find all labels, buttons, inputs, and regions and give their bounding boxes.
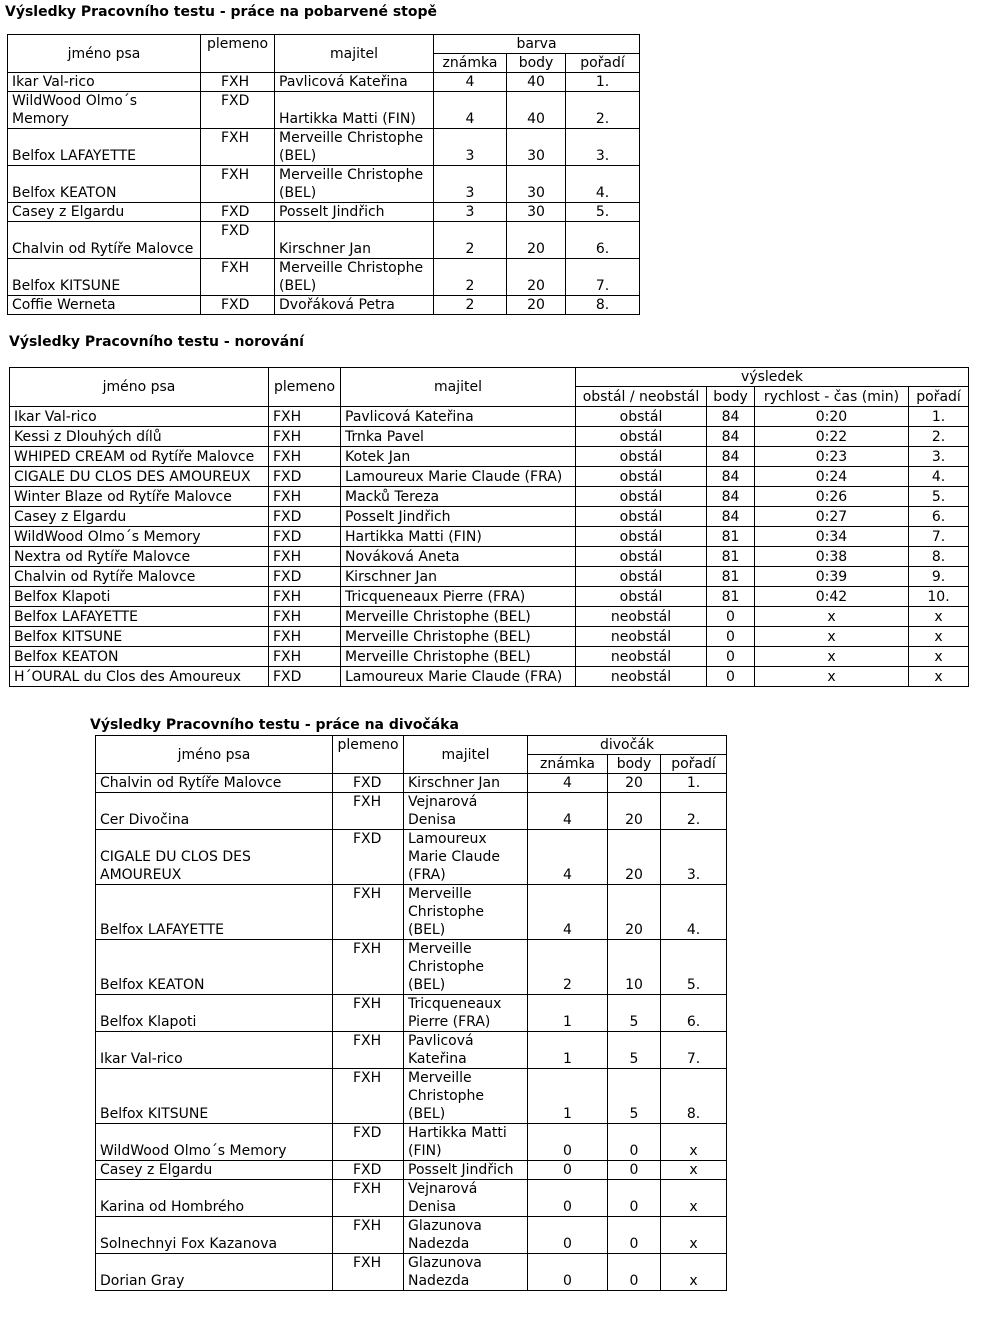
cell-breed: FXD — [269, 567, 341, 587]
cell-breed: FXH — [333, 940, 404, 995]
table-row — [96, 1069, 727, 1124]
cell-owner: Trnka Pavel — [341, 427, 576, 447]
cell-passed: obstál — [576, 447, 707, 467]
cell-grade: 2 — [434, 222, 507, 259]
cell-name: Casey z Elgardu — [96, 1161, 333, 1180]
cell-points: 0 — [707, 607, 755, 627]
cell-owner: Nováková Aneta — [341, 547, 576, 567]
cell-rank: 3. — [909, 447, 969, 467]
cell-rank: x — [909, 627, 969, 647]
header-rank: pořadí — [566, 54, 640, 73]
cell-name: Chalvin od Rytíře Malovce — [8, 222, 201, 259]
header-grade: známka — [528, 755, 608, 774]
cell-rank: 4. — [909, 467, 969, 487]
cell-grade: 4 — [434, 73, 507, 92]
table-row — [8, 296, 640, 315]
table-row — [96, 1032, 727, 1069]
cell-points: 30 — [507, 166, 566, 203]
cell-name: Belfox LAFAYETTE — [96, 885, 333, 940]
cell-rank: 7. — [661, 1032, 727, 1069]
cell-points: 0 — [608, 1161, 661, 1180]
cell-owner: Kirschner Jan — [341, 567, 576, 587]
cell-points: 20 — [608, 774, 661, 793]
cell-breed: FXH — [201, 73, 275, 92]
cell-owner: Merveille Christophe (BEL) — [404, 885, 528, 940]
cell-speed: x — [755, 647, 909, 667]
header-owner: majitel — [341, 368, 576, 407]
cell-points: 81 — [707, 567, 755, 587]
cell-speed: 0:42 — [755, 587, 909, 607]
table-row — [10, 547, 969, 567]
cell-name: WildWood Olmo´s Memory — [96, 1124, 333, 1161]
header-rank: pořadí — [909, 387, 969, 407]
table-row — [8, 259, 640, 296]
cell-rank: 5. — [566, 203, 640, 222]
cell-breed: FXH — [201, 259, 275, 296]
header-group: divočák — [528, 736, 727, 755]
cell-breed: FXH — [269, 407, 341, 427]
cell-name: Kessi z Dlouhých dílů — [10, 427, 269, 447]
cell-rank: 8. — [909, 547, 969, 567]
header-name: jméno psa — [96, 736, 333, 774]
cell-points: 0 — [707, 667, 755, 687]
header-breed: plemeno — [201, 35, 275, 73]
cell-points: 20 — [507, 259, 566, 296]
header-points: body — [608, 755, 661, 774]
cell-breed: FXH — [333, 1254, 404, 1291]
cell-owner: Pavlicová Kateřina — [275, 73, 434, 92]
cell-breed: FXH — [269, 627, 341, 647]
cell-rank: 7. — [566, 259, 640, 296]
section-title-divocak: Výsledky Pracovního testu - práce na divočáka — [90, 717, 459, 733]
cell-owner: Merveille Christophe (BEL) — [341, 647, 576, 667]
cell-rank: 2. — [909, 427, 969, 447]
cell-name: Belfox KITSUNE — [10, 627, 269, 647]
cell-name: Winter Blaze od Rytíře Malovce — [10, 487, 269, 507]
cell-grade: 4 — [528, 774, 608, 793]
cell-name: Chalvin od Rytíře Malovce — [96, 774, 333, 793]
cell-name: Nextra od Rytíře Malovce — [10, 547, 269, 567]
cell-rank: x — [661, 1161, 727, 1180]
cell-points: 20 — [507, 296, 566, 315]
cell-passed: neobstál — [576, 667, 707, 687]
header-breed: plemeno — [269, 368, 341, 407]
cell-passed: obstál — [576, 487, 707, 507]
cell-breed: FXD — [201, 222, 275, 259]
cell-breed: FXD — [333, 1124, 404, 1161]
cell-breed: FXD — [201, 296, 275, 315]
cell-breed: FXH — [269, 607, 341, 627]
cell-owner: Merveille Christophe (BEL) — [404, 940, 528, 995]
cell-speed: 0:24 — [755, 467, 909, 487]
cell-owner: Posselt Jindřich — [404, 1161, 528, 1180]
cell-rank: 1. — [661, 774, 727, 793]
cell-points: 0 — [608, 1217, 661, 1254]
cell-rank: x — [661, 1217, 727, 1254]
cell-name: Ikar Val-rico — [96, 1032, 333, 1069]
section-title-stopa: Výsledky Pracovního testu - práce na pobarvené stopě — [5, 4, 437, 20]
cell-passed: obstál — [576, 527, 707, 547]
cell-points: 20 — [608, 830, 661, 885]
table-row — [96, 774, 727, 793]
cell-breed: FXH — [269, 587, 341, 607]
cell-passed: neobstál — [576, 607, 707, 627]
cell-rank: 6. — [661, 995, 727, 1032]
cell-owner: Lamoureux Marie Claude (FRA) — [404, 830, 528, 885]
cell-breed: FXH — [333, 1069, 404, 1124]
cell-grade: 2 — [434, 259, 507, 296]
cell-rank: 4. — [661, 885, 727, 940]
section-title-norovani: Výsledky Pracovního testu - norování — [9, 334, 304, 350]
cell-name: Karina od Hombrého — [96, 1180, 333, 1217]
cell-passed: neobstál — [576, 627, 707, 647]
cell-grade: 2 — [528, 940, 608, 995]
cell-grade: 4 — [528, 793, 608, 830]
cell-owner: Hartikka Matti (FIN) — [275, 92, 434, 129]
cell-name: Belfox KITSUNE — [96, 1069, 333, 1124]
cell-owner: Posselt Jindřich — [341, 507, 576, 527]
cell-passed: obstál — [576, 407, 707, 427]
cell-breed: FXH — [333, 793, 404, 830]
cell-rank: 1. — [566, 73, 640, 92]
cell-rank: 5. — [909, 487, 969, 507]
cell-points: 84 — [707, 467, 755, 487]
cell-breed: FXH — [333, 995, 404, 1032]
cell-rank: 3. — [661, 830, 727, 885]
cell-owner: Merveille Christophe (BEL) — [341, 627, 576, 647]
cell-speed: x — [755, 627, 909, 647]
header-group: výsledek — [576, 368, 969, 387]
cell-owner: Glazunova Nadezda — [404, 1217, 528, 1254]
header-speed: rychlost - čas (min) — [755, 387, 909, 407]
cell-name: Ikar Val-rico — [8, 73, 201, 92]
header-rank: pořadí — [661, 755, 727, 774]
cell-points: 84 — [707, 427, 755, 447]
table-row — [10, 667, 969, 687]
cell-name: Dorian Gray — [96, 1254, 333, 1291]
table-row — [96, 1180, 727, 1217]
cell-rank: 4. — [566, 166, 640, 203]
cell-owner: Merveille Christophe (BEL) — [275, 259, 434, 296]
table-body — [96, 774, 727, 1291]
cell-name: Belfox LAFAYETTE — [10, 607, 269, 627]
cell-grade: 1 — [528, 1032, 608, 1069]
cell-owner: Kirschner Jan — [404, 774, 528, 793]
cell-speed: 0:27 — [755, 507, 909, 527]
cell-breed: FXH — [201, 129, 275, 166]
table-row — [8, 222, 640, 259]
cell-grade: 0 — [528, 1254, 608, 1291]
cell-points: 40 — [507, 92, 566, 129]
cell-grade: 4 — [528, 830, 608, 885]
header-name: jméno psa — [10, 368, 269, 407]
cell-passed: obstál — [576, 507, 707, 527]
table-row — [10, 587, 969, 607]
cell-points: 0 — [608, 1254, 661, 1291]
table-row — [96, 1161, 727, 1180]
cell-passed: neobstál — [576, 647, 707, 667]
table-row — [96, 830, 727, 885]
cell-rank: x — [661, 1254, 727, 1291]
cell-owner: Merveille Christophe (BEL) — [341, 607, 576, 627]
cell-rank: x — [909, 607, 969, 627]
cell-name: WildWood Olmo´s Memory — [10, 527, 269, 547]
cell-breed: FXH — [269, 447, 341, 467]
cell-owner: Merveille Christophe (BEL) — [275, 129, 434, 166]
cell-breed: FXH — [269, 427, 341, 447]
cell-speed: 0:26 — [755, 487, 909, 507]
cell-points: 0 — [608, 1124, 661, 1161]
cell-breed: FXD — [333, 774, 404, 793]
table-row — [8, 129, 640, 166]
cell-name: Belfox Klapoti — [96, 995, 333, 1032]
cell-grade: 0 — [528, 1124, 608, 1161]
header-owner: majitel — [404, 736, 528, 774]
cell-breed: FXD — [269, 527, 341, 547]
table-row — [96, 793, 727, 830]
cell-breed: FXH — [333, 1217, 404, 1254]
table-row — [96, 1217, 727, 1254]
table-body — [10, 407, 969, 687]
table-row — [10, 647, 969, 667]
cell-grade: 3 — [434, 166, 507, 203]
cell-rank: 9. — [909, 567, 969, 587]
table-row — [10, 567, 969, 587]
cell-rank: 1. — [909, 407, 969, 427]
cell-rank: 10. — [909, 587, 969, 607]
cell-points: 81 — [707, 587, 755, 607]
table-row — [10, 527, 969, 547]
cell-breed: FXD — [201, 92, 275, 129]
cell-rank: 8. — [661, 1069, 727, 1124]
cell-points: 0 — [608, 1180, 661, 1217]
cell-breed: FXH — [269, 547, 341, 567]
cell-points: 81 — [707, 547, 755, 567]
cell-rank: 8. — [566, 296, 640, 315]
cell-points: 20 — [608, 885, 661, 940]
cell-breed: FXD — [269, 507, 341, 527]
cell-name: Chalvin od Rytíře Malovce — [10, 567, 269, 587]
cell-grade: 1 — [528, 1069, 608, 1124]
header-points: body — [507, 54, 566, 73]
cell-points: 81 — [707, 527, 755, 547]
cell-passed: obstál — [576, 567, 707, 587]
cell-name: H´OURAL du Clos des Amoureux — [10, 667, 269, 687]
cell-speed: 0:22 — [755, 427, 909, 447]
cell-breed: FXD — [333, 1161, 404, 1180]
cell-grade: 0 — [528, 1161, 608, 1180]
cell-name: CIGALE DU CLOS DES AMOUREUX — [10, 467, 269, 487]
cell-name: Belfox KEATON — [8, 166, 201, 203]
cell-grade: 4 — [434, 92, 507, 129]
cell-name: Casey z Elgardu — [10, 507, 269, 527]
cell-name: Belfox KITSUNE — [8, 259, 201, 296]
cell-points: 40 — [507, 73, 566, 92]
results-table-divocak — [95, 735, 727, 1291]
cell-name: Casey z Elgardu — [8, 203, 201, 222]
table-row — [96, 1124, 727, 1161]
cell-owner: Kirschner Jan — [275, 222, 434, 259]
table-body — [8, 73, 640, 315]
cell-speed: 0:38 — [755, 547, 909, 567]
cell-breed: FXH — [333, 1032, 404, 1069]
cell-passed: obstál — [576, 427, 707, 447]
cell-owner: Pavlicová Kateřina — [404, 1032, 528, 1069]
cell-rank: 5. — [661, 940, 727, 995]
cell-owner: Vejnarová Denisa — [404, 1180, 528, 1217]
cell-points: 5 — [608, 995, 661, 1032]
cell-points: 84 — [707, 407, 755, 427]
cell-name: Belfox LAFAYETTE — [8, 129, 201, 166]
cell-grade: 0 — [528, 1217, 608, 1254]
cell-rank: x — [661, 1180, 727, 1217]
cell-passed: obstál — [576, 547, 707, 567]
cell-grade: 1 — [528, 995, 608, 1032]
cell-breed: FXH — [269, 487, 341, 507]
table-row — [8, 92, 640, 129]
header-name: jméno psa — [8, 35, 201, 73]
cell-breed: FXD — [269, 667, 341, 687]
cell-owner: Glazunova Nadezda — [404, 1254, 528, 1291]
table-row — [8, 203, 640, 222]
cell-points: 20 — [608, 793, 661, 830]
cell-owner: Dvořáková Petra — [275, 296, 434, 315]
cell-points: 20 — [507, 222, 566, 259]
table-row — [10, 467, 969, 487]
cell-rank: x — [909, 667, 969, 687]
cell-owner: Merveille Christophe (BEL) — [404, 1069, 528, 1124]
cell-breed: FXD — [201, 203, 275, 222]
header-breed: plemeno — [333, 736, 404, 774]
cell-rank: 2. — [566, 92, 640, 129]
header-passed: obstál / neobstál — [576, 387, 707, 407]
cell-speed: 0:23 — [755, 447, 909, 467]
cell-owner: Kotek Jan — [341, 447, 576, 467]
header-points: body — [707, 387, 755, 407]
cell-grade: 4 — [528, 885, 608, 940]
cell-name: Belfox KEATON — [10, 647, 269, 667]
cell-points: 30 — [507, 129, 566, 166]
table-row — [10, 607, 969, 627]
cell-points: 84 — [707, 507, 755, 527]
cell-grade: 0 — [528, 1180, 608, 1217]
table-row — [96, 940, 727, 995]
cell-points: 5 — [608, 1069, 661, 1124]
results-table-stopa — [7, 34, 640, 315]
table-row — [10, 507, 969, 527]
cell-points: 5 — [608, 1032, 661, 1069]
header-group: barva — [434, 35, 640, 54]
cell-points: 0 — [707, 647, 755, 667]
cell-name: Belfox KEATON — [96, 940, 333, 995]
cell-rank: 6. — [566, 222, 640, 259]
table-row — [8, 73, 640, 92]
cell-owner: Posselt Jindřich — [275, 203, 434, 222]
cell-grade: 3 — [434, 129, 507, 166]
cell-rank: x — [909, 647, 969, 667]
cell-speed: 0:39 — [755, 567, 909, 587]
table-row — [10, 627, 969, 647]
cell-points: 10 — [608, 940, 661, 995]
cell-breed: FXD — [269, 467, 341, 487]
cell-speed: 0:20 — [755, 407, 909, 427]
cell-name: WildWood Olmo´s Memory — [8, 92, 201, 129]
table-row — [10, 447, 969, 467]
cell-owner: Tricqueneaux Pierre (FRA) — [404, 995, 528, 1032]
results-table-norovani — [9, 367, 969, 687]
cell-speed: x — [755, 607, 909, 627]
cell-rank: 2. — [661, 793, 727, 830]
cell-owner: Hartikka Matti (FIN) — [341, 527, 576, 547]
cell-grade: 2 — [434, 296, 507, 315]
cell-passed: obstál — [576, 467, 707, 487]
cell-breed: FXH — [333, 885, 404, 940]
cell-breed: FXD — [333, 830, 404, 885]
header-grade: známka — [434, 54, 507, 73]
cell-rank: 3. — [566, 129, 640, 166]
cell-points: 84 — [707, 487, 755, 507]
cell-name: Cer Divočina — [96, 793, 333, 830]
cell-owner: Lamoureux Marie Claude (FRA) — [341, 467, 576, 487]
cell-speed: 0:34 — [755, 527, 909, 547]
table-row — [96, 885, 727, 940]
cell-points: 84 — [707, 447, 755, 467]
table-row — [96, 995, 727, 1032]
cell-points: 30 — [507, 203, 566, 222]
cell-breed: FXH — [201, 166, 275, 203]
table-row — [96, 1254, 727, 1291]
cell-name: CIGALE DU CLOS DES AMOUREUX — [96, 830, 333, 885]
cell-speed: x — [755, 667, 909, 687]
cell-rank: 6. — [909, 507, 969, 527]
table-row — [10, 487, 969, 507]
cell-owner: Tricqueneaux Pierre (FRA) — [341, 587, 576, 607]
cell-owner: Pavlicová Kateřina — [341, 407, 576, 427]
cell-owner: Lamoureux Marie Claude (FRA) — [341, 667, 576, 687]
cell-name: Ikar Val-rico — [10, 407, 269, 427]
cell-owner: Merveille Christophe (BEL) — [275, 166, 434, 203]
table-row — [10, 427, 969, 447]
cell-breed: FXH — [269, 647, 341, 667]
cell-name: Belfox Klapoti — [10, 587, 269, 607]
cell-name: Coffie Werneta — [8, 296, 201, 315]
table-row — [10, 407, 969, 427]
cell-points: 0 — [707, 627, 755, 647]
cell-name: WHIPED CREAM od Rytíře Malovce — [10, 447, 269, 467]
cell-owner: Hartikka Matti (FIN) — [404, 1124, 528, 1161]
cell-rank: 7. — [909, 527, 969, 547]
cell-owner: Macků Tereza — [341, 487, 576, 507]
header-owner: majitel — [275, 35, 434, 73]
cell-breed: FXH — [333, 1180, 404, 1217]
cell-grade: 3 — [434, 203, 507, 222]
cell-name: Solnechnyi Fox Kazanova — [96, 1217, 333, 1254]
cell-passed: obstál — [576, 587, 707, 607]
table-row — [8, 166, 640, 203]
cell-rank: x — [661, 1124, 727, 1161]
cell-owner: Vejnarová Denisa — [404, 793, 528, 830]
